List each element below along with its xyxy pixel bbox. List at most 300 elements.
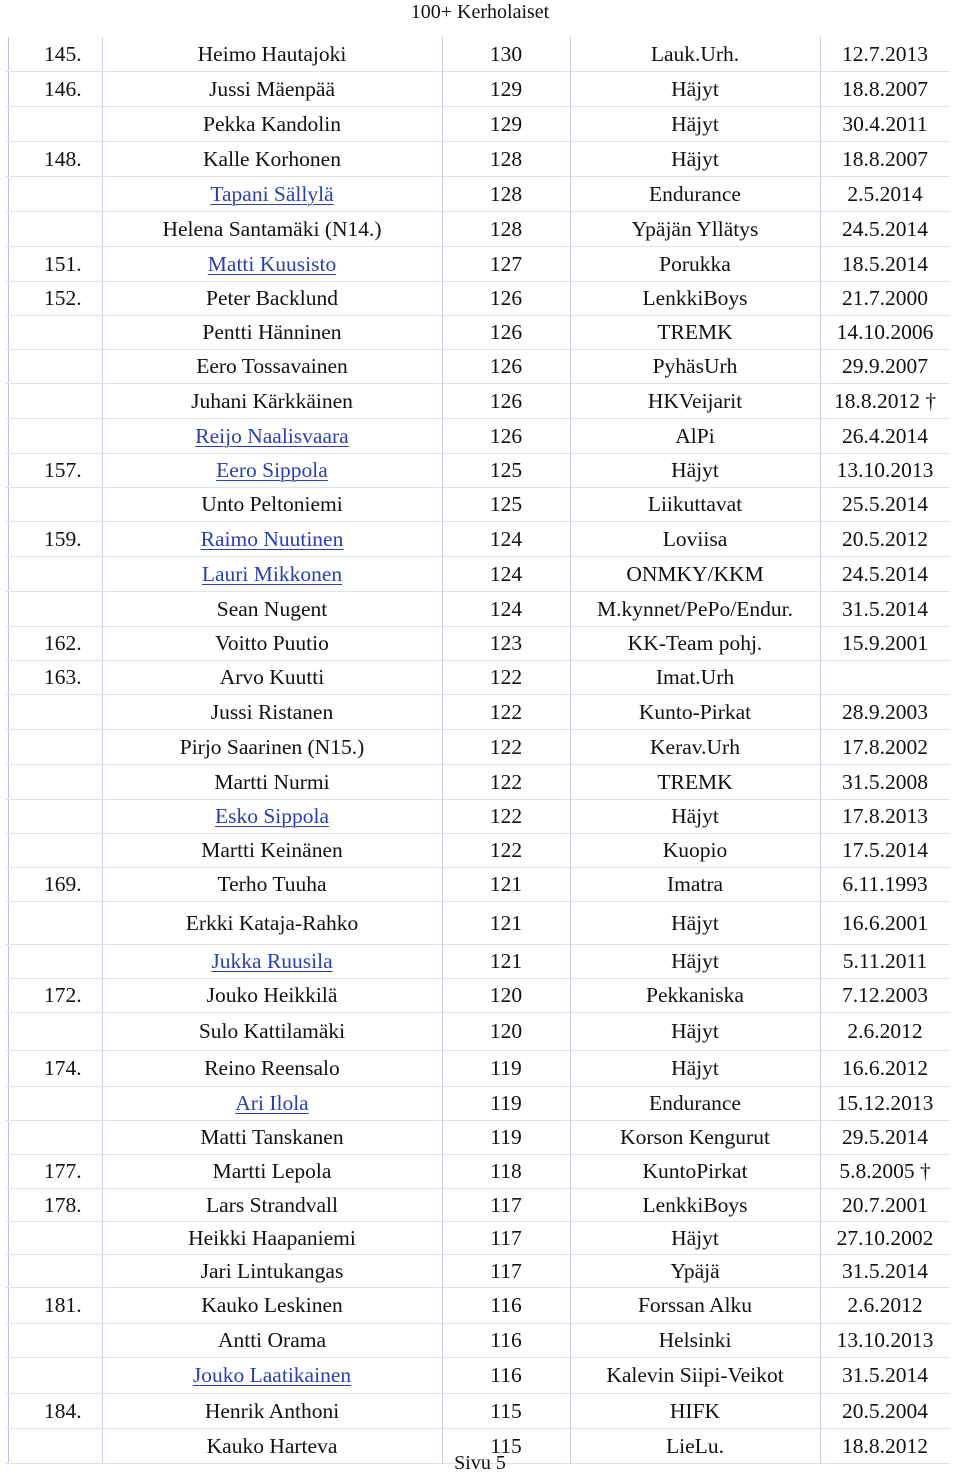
cell-num: [6, 902, 102, 944]
name-text: Terho Tuuha: [217, 872, 327, 896]
cell-club: [570, 592, 820, 626]
score-text: 120: [489, 983, 523, 1007]
club-text: ONMKY/KKM: [626, 561, 764, 586]
cell-club: [570, 800, 820, 833]
cell-date: [820, 107, 950, 141]
cell-name: [102, 72, 442, 106]
cell-num: [6, 384, 102, 418]
cell-num: [6, 1222, 102, 1254]
cell-club: [570, 488, 820, 521]
cell-score: [442, 72, 570, 106]
score-text: 117: [490, 1192, 522, 1217]
cell-num: [6, 800, 102, 833]
cell-date: [820, 212, 950, 246]
cell-score: [442, 1288, 570, 1323]
club-text: PyhäsUrh: [652, 354, 738, 378]
num-text: 148.: [44, 146, 82, 171]
cell-club: [570, 142, 820, 176]
score-text: 128: [489, 146, 523, 171]
name-text: Heikki Haapaniemi: [188, 1225, 356, 1250]
cell-score: [442, 730, 570, 764]
cell-date: [820, 1155, 950, 1188]
num-text: 152.: [44, 286, 82, 310]
club-text: Häjyt: [671, 76, 719, 101]
date-text: 12.7.2013: [842, 41, 928, 66]
table-row: [6, 282, 950, 316]
cell-date: [820, 247, 950, 281]
club-text: Endurance: [649, 1091, 741, 1115]
member-link[interactable]: Matti Kuusisto: [207, 251, 337, 276]
cell-score: [442, 384, 570, 418]
cell-name[interactable]: [102, 454, 442, 487]
score-text: 119: [490, 1091, 522, 1115]
cell-score: [442, 979, 570, 1012]
cell-date: [820, 350, 950, 383]
club-text: LenkkiBoys: [642, 1192, 748, 1217]
score-text: 129: [489, 111, 523, 136]
cell-score: [442, 902, 570, 944]
score-text: 121: [489, 872, 523, 896]
date-text: 28.9.2003: [842, 699, 928, 724]
cell-date: [820, 730, 950, 764]
cell-name: [102, 627, 442, 660]
date-text: 31.5.2014: [842, 596, 928, 621]
cell-club: [570, 72, 820, 106]
cell-name: [102, 282, 442, 315]
name-text: Kauko Harteva: [206, 1433, 338, 1458]
cell-date: [820, 177, 950, 211]
cell-date: [820, 1087, 950, 1120]
cell-num: [6, 1324, 102, 1357]
member-link[interactable]: Tapani Sällylä: [210, 181, 334, 206]
date-text: 13.10.2013: [836, 1328, 934, 1352]
cell-date: [820, 384, 950, 418]
num-text: 169.: [44, 872, 82, 896]
table-row: [6, 1255, 950, 1288]
table-row: [6, 72, 950, 107]
table-row: [6, 834, 950, 868]
score-text: 124: [489, 596, 523, 621]
cell-num: [6, 834, 102, 867]
num-text: 146.: [44, 76, 82, 101]
date-text: 30.4.2011: [842, 111, 928, 136]
cell-num: [6, 247, 102, 281]
cell-num: [6, 1288, 102, 1323]
club-text: Kerav.Urh: [650, 734, 740, 759]
table-row: [6, 1288, 950, 1324]
member-link[interactable]: Reijo Naalisvaara: [195, 423, 349, 448]
club-text: LenkkiBoys: [642, 286, 748, 310]
table-row: [6, 522, 950, 557]
cell-club: [570, 1324, 820, 1357]
cell-name[interactable]: [102, 945, 442, 978]
table-row: [6, 765, 950, 800]
table-row: [6, 557, 950, 592]
num-text: 174.: [44, 1056, 82, 1080]
table-row: [6, 1121, 950, 1155]
club-text: KK-Team pohj.: [627, 631, 763, 655]
cell-name: [102, 868, 442, 901]
cell-date: [820, 834, 950, 867]
num-text: 151.: [44, 251, 82, 276]
member-link[interactable]: Esko Sippola: [214, 804, 330, 828]
date-text: 5.8.2005 †: [839, 1159, 931, 1183]
date-text: 17.8.2002: [842, 734, 928, 759]
score-text: 129: [489, 76, 523, 101]
score-text: 130: [489, 41, 523, 66]
date-text: 2.5.2014: [847, 181, 923, 206]
club-text: Häjyt: [671, 910, 719, 935]
cell-score: [442, 834, 570, 867]
name-text: Martti Keinänen: [201, 838, 343, 862]
cell-num: [6, 316, 102, 349]
club-text: Loviisa: [662, 526, 728, 551]
cell-num: [6, 979, 102, 1012]
date-text: 24.5.2014: [842, 561, 928, 586]
date-text: 31.5.2014: [842, 1258, 928, 1283]
cell-club: [570, 1189, 820, 1221]
cell-name[interactable]: [102, 1087, 442, 1120]
table-row: [6, 316, 950, 350]
cell-score: [442, 661, 570, 694]
table-row: [6, 1051, 950, 1087]
cell-num: [6, 454, 102, 487]
table-row: [6, 1358, 950, 1394]
cell-club: [570, 695, 820, 729]
cell-num: [6, 730, 102, 764]
table-row: [6, 979, 950, 1013]
score-text: 115: [490, 1398, 522, 1423]
cell-name: [102, 979, 442, 1012]
cell-club: [570, 1155, 820, 1188]
score-text: 120: [489, 1019, 523, 1043]
club-text: M.kynnet/PePo/Endur.: [597, 596, 793, 621]
date-text: 2.6.2012: [847, 1019, 923, 1043]
cell-num: [6, 282, 102, 315]
cell-num: [6, 1255, 102, 1287]
cell-score: [442, 282, 570, 315]
cell-club: [570, 1394, 820, 1428]
cell-num: [6, 627, 102, 660]
cell-name[interactable]: [102, 177, 442, 211]
cell-score: [442, 350, 570, 383]
cell-score: [442, 1051, 570, 1086]
score-text: 122: [489, 699, 523, 724]
table-row: [6, 488, 950, 522]
date-text: 5.11.2011: [842, 949, 928, 973]
cell-club: [570, 627, 820, 660]
club-text: Helsinki: [658, 1328, 732, 1352]
cell-score: [442, 868, 570, 901]
cell-club: [570, 1255, 820, 1287]
club-text: Häjyt: [671, 146, 719, 171]
cell-num: [6, 350, 102, 383]
score-text: 127: [489, 251, 523, 276]
cell-num: [6, 1155, 102, 1188]
name-text: Erkki Kataja-Rahko: [185, 910, 359, 935]
cell-club: [570, 107, 820, 141]
score-text: 121: [489, 949, 523, 973]
cell-club: [570, 522, 820, 556]
cell-num: [6, 1087, 102, 1120]
date-text: 13.10.2013: [836, 458, 934, 482]
cell-date: [820, 1222, 950, 1254]
cell-date: [820, 488, 950, 521]
cell-date: [820, 1121, 950, 1154]
cell-num: [6, 177, 102, 211]
cell-club: [570, 454, 820, 487]
club-text: Porukka: [659, 251, 731, 276]
table-row: [6, 212, 950, 247]
cell-date: [820, 627, 950, 660]
cell-num: [6, 522, 102, 556]
table-row: [6, 661, 950, 695]
table-row: [6, 695, 950, 730]
member-link[interactable]: Ari Ilola: [235, 1091, 309, 1115]
member-link[interactable]: Jouko Laatikainen: [192, 1363, 352, 1387]
table-row: [6, 1394, 950, 1429]
member-link[interactable]: Jukka Ruusila: [211, 949, 333, 973]
table-row: [6, 800, 950, 834]
cell-score: [442, 522, 570, 556]
name-text: Pentti Hänninen: [202, 320, 342, 344]
cell-score: [442, 1324, 570, 1357]
name-text: Matti Tanskanen: [200, 1125, 344, 1149]
cell-num: [6, 1358, 102, 1393]
page-header: 100+ Kerholaiset: [410, 1, 550, 23]
cell-score: [442, 1358, 570, 1393]
score-text: 125: [489, 458, 523, 482]
name-text: Voitto Puutio: [215, 631, 329, 655]
cell-num: [6, 1394, 102, 1428]
cell-num: [6, 1189, 102, 1221]
cell-name[interactable]: [102, 419, 442, 453]
club-text: Häjyt: [671, 1019, 719, 1043]
cell-name: [102, 765, 442, 799]
cell-num: [6, 868, 102, 901]
cell-name[interactable]: [102, 800, 442, 833]
member-link[interactable]: Lauri Mikkonen: [201, 561, 343, 586]
cell-num: [6, 765, 102, 799]
cell-date: [820, 1189, 950, 1221]
score-text: 125: [489, 492, 523, 516]
date-text: 29.5.2014: [842, 1125, 928, 1149]
name-text: Martti Lepola: [212, 1159, 332, 1183]
date-text: 20.5.2004: [842, 1398, 928, 1423]
score-text: 122: [489, 769, 523, 794]
club-text: Kuopio: [662, 838, 728, 862]
table-row: [6, 902, 950, 945]
score-text: 118: [490, 1159, 522, 1183]
cell-date: [820, 1394, 950, 1428]
club-text: LieLu.: [666, 1433, 724, 1458]
cell-name: [102, 37, 442, 71]
cell-num: [6, 142, 102, 176]
cell-score: [442, 142, 570, 176]
name-text: Eero Tossavainen: [196, 354, 348, 378]
date-text: 14.10.2006: [836, 320, 934, 344]
cell-num: [6, 72, 102, 106]
cell-date: [820, 592, 950, 626]
cell-date: [820, 945, 950, 978]
club-text: Ypäjän Yllätys: [631, 216, 759, 241]
score-text: 128: [489, 181, 523, 206]
cell-score: [442, 1222, 570, 1254]
cell-date: [820, 661, 950, 694]
member-link[interactable]: Raimo Nuutinen: [200, 526, 344, 551]
cell-club: [570, 834, 820, 867]
club-text: Häjyt: [671, 804, 719, 828]
date-text: 7.12.2003: [842, 983, 928, 1007]
cell-score: [442, 316, 570, 349]
cell-score: [442, 800, 570, 833]
cell-name: [102, 1324, 442, 1357]
name-text: Reino Reensalo: [204, 1056, 340, 1080]
name-text: Sulo Kattilamäki: [198, 1019, 346, 1043]
name-text: Jouko Heikkilä: [206, 983, 338, 1007]
member-link[interactable]: Eero Sippola: [216, 458, 328, 482]
num-text: 184.: [44, 1398, 82, 1423]
cell-date: [820, 316, 950, 349]
num-text: 162.: [44, 631, 82, 655]
cell-name: [102, 488, 442, 521]
score-text: 124: [489, 526, 523, 551]
club-text: Häjyt: [671, 111, 719, 136]
cell-date: [820, 37, 950, 71]
cell-score: [442, 37, 570, 71]
cell-date: [820, 282, 950, 315]
name-text: Henrik Anthoni: [204, 1398, 340, 1423]
table-row: [6, 1087, 950, 1121]
table-row: [6, 627, 950, 661]
club-text: Forssan Alku: [637, 1293, 753, 1317]
cell-date: [820, 1013, 950, 1050]
table-row: [6, 945, 950, 979]
cell-num: [6, 1013, 102, 1050]
cell-name: [102, 107, 442, 141]
date-text: 20.7.2001: [842, 1192, 928, 1217]
cell-date: [820, 979, 950, 1012]
name-text: Jari Lintukangas: [200, 1258, 344, 1283]
club-text: TREMK: [657, 769, 733, 794]
num-text: 145.: [44, 41, 82, 66]
num-text: 163.: [44, 665, 82, 689]
cell-score: [442, 1013, 570, 1050]
date-text: 18.8.2007: [842, 76, 928, 101]
cell-date: [820, 419, 950, 453]
cell-name: [102, 661, 442, 694]
date-text: 25.5.2014: [842, 492, 928, 516]
cell-score: [442, 1394, 570, 1428]
name-text: Sean Nugent: [216, 596, 328, 621]
name-text: Arvo Kuutti: [219, 665, 325, 689]
table-row: [6, 592, 950, 627]
cell-date: [820, 142, 950, 176]
cell-club: [570, 868, 820, 901]
cell-date: [820, 902, 950, 944]
score-text: 116: [490, 1293, 522, 1317]
cell-num: [6, 419, 102, 453]
cell-num: [6, 695, 102, 729]
cell-date: [820, 868, 950, 901]
score-text: 126: [489, 286, 523, 310]
club-text: Häjyt: [671, 458, 719, 482]
cell-club: [570, 177, 820, 211]
cell-name[interactable]: [102, 522, 442, 556]
score-text: 116: [490, 1328, 522, 1352]
club-text: Häjyt: [671, 949, 719, 973]
cell-club: [570, 384, 820, 418]
score-text: 119: [490, 1056, 522, 1080]
cell-name[interactable]: [102, 557, 442, 591]
cell-date: [820, 1324, 950, 1357]
cell-score: [442, 695, 570, 729]
date-text: 18.8.2012: [842, 1433, 928, 1458]
score-text: 122: [489, 804, 523, 828]
cell-name: [102, 316, 442, 349]
club-text: Kalevin Siipi-Veikot: [606, 1363, 784, 1387]
cell-name: [102, 1155, 442, 1188]
date-text: 2.6.2012: [847, 1293, 923, 1317]
num-text: 178.: [44, 1192, 82, 1217]
club-text: Imat.Urh: [655, 665, 735, 689]
cell-date: [820, 800, 950, 833]
table-row: [6, 1155, 950, 1189]
date-text: 21.7.2000: [842, 286, 928, 310]
table-row: [6, 1324, 950, 1358]
cell-name: [102, 142, 442, 176]
num-text: 172.: [44, 983, 82, 1007]
cell-name: [102, 834, 442, 867]
cell-num: [6, 1121, 102, 1154]
cell-name[interactable]: [102, 1358, 442, 1393]
cell-score: [442, 1255, 570, 1287]
cell-date: [820, 765, 950, 799]
cell-club: [570, 1121, 820, 1154]
cell-num: [6, 37, 102, 71]
cell-club: [570, 1288, 820, 1323]
club-text: Häjyt: [671, 1056, 719, 1080]
cell-date: [820, 695, 950, 729]
cell-score: [442, 592, 570, 626]
page-footer: Sivu 5: [454, 1452, 506, 1474]
cell-date: [820, 522, 950, 556]
table-row: [6, 454, 950, 488]
cell-score: [442, 488, 570, 521]
score-text: 121: [489, 910, 523, 935]
table-row: [6, 730, 950, 765]
club-text: Lauk.Urh.: [650, 41, 740, 66]
score-text: 122: [489, 838, 523, 862]
num-text: 157.: [44, 458, 82, 482]
score-text: 115: [490, 1433, 522, 1458]
cell-num: [6, 945, 102, 978]
cell-club: [570, 557, 820, 591]
cell-num: [6, 592, 102, 626]
date-text: 15.9.2001: [842, 631, 928, 655]
cell-club: [570, 661, 820, 694]
table-row: [6, 1013, 950, 1051]
name-text: Pekka Kandolin: [203, 111, 341, 136]
name-text: Heimo Hautajoki: [197, 41, 347, 66]
name-text: Antti Orama: [217, 1328, 327, 1352]
club-text: Kunto-Pirkat: [638, 699, 752, 724]
score-text: 117: [490, 1225, 522, 1250]
cell-club: [570, 1087, 820, 1120]
cell-name[interactable]: [102, 247, 442, 281]
cell-name: [102, 212, 442, 246]
club-text: HKVeijarit: [647, 388, 743, 413]
